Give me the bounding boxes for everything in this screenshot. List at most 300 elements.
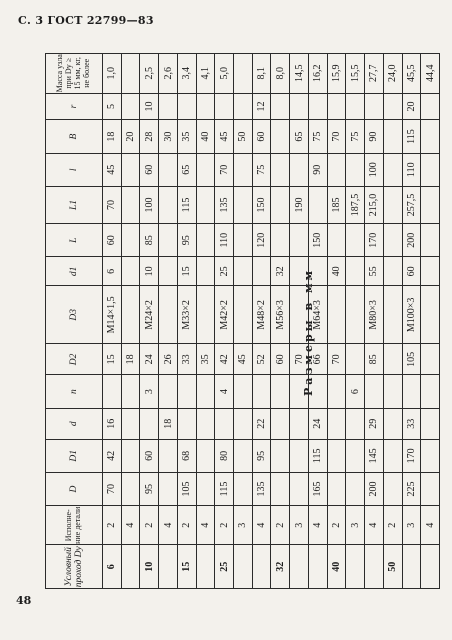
- cell-mass: [234, 54, 253, 94]
- cell-b: 18: [103, 120, 122, 153]
- cell-l: 75: [252, 153, 271, 186]
- cell-d3: [196, 286, 215, 344]
- cell-d: 225: [402, 472, 421, 505]
- cell-mass: 8,0: [271, 54, 290, 94]
- table-row: [383, 54, 402, 589]
- cell-d1: [271, 439, 290, 472]
- cell-b: 20: [121, 120, 140, 153]
- cell-dy: [159, 545, 178, 589]
- col-header-l1: L1: [46, 186, 103, 223]
- cell-l: [159, 153, 178, 186]
- cell-n: [196, 375, 215, 408]
- cell-n: [103, 375, 122, 408]
- table-row: [196, 54, 215, 589]
- cell-isp: 4: [159, 506, 178, 545]
- cell-l: [196, 224, 215, 257]
- cell-n: 3: [140, 375, 159, 408]
- col-header-isp: Исполне-ние детали: [46, 506, 103, 545]
- cell-dy: [421, 545, 440, 589]
- cell-isp: 2: [271, 506, 290, 545]
- cell-l: [346, 153, 365, 186]
- cell-b: 50: [234, 120, 253, 153]
- cell-r: [346, 93, 365, 120]
- cell-d: [421, 408, 440, 439]
- table-row: [271, 54, 290, 589]
- table-wrapper: [45, 53, 440, 589]
- cell-b: 30: [159, 120, 178, 153]
- cell-d: 22: [252, 408, 271, 439]
- cell-d1: 95: [252, 439, 271, 472]
- cell-l: [271, 224, 290, 257]
- cell-l: 65: [177, 153, 196, 186]
- dimensions-table: [45, 53, 440, 589]
- cell-b: 115: [402, 120, 421, 153]
- cell-mass: 4,1: [196, 54, 215, 94]
- cell-mass: 44,4: [421, 54, 440, 94]
- cell-d3: M33×2: [177, 286, 196, 344]
- cell-d: [383, 408, 402, 439]
- cell-mass: 14,5: [290, 54, 309, 94]
- cell-d: [290, 408, 309, 439]
- cell-d1: 170: [402, 439, 421, 472]
- cell-dy: [252, 545, 271, 589]
- cell-d1: [196, 439, 215, 472]
- cell-d1: 68: [177, 439, 196, 472]
- table-row: [234, 54, 253, 589]
- cell-l: [327, 153, 346, 186]
- cell-d1: [308, 257, 327, 286]
- cell-mass: 5,0: [215, 54, 234, 94]
- cell-d2: 70: [290, 344, 309, 375]
- cell-dy: 6: [103, 545, 122, 589]
- cell-d3: M48×2: [252, 286, 271, 344]
- cell-n: [271, 375, 290, 408]
- cell-dy: 32: [271, 545, 290, 589]
- cell-r: [308, 93, 327, 120]
- cell-dy: 15: [177, 545, 196, 589]
- cell-d1: [346, 439, 365, 472]
- cell-d2: 42: [215, 344, 234, 375]
- cell-r: 20: [402, 93, 421, 120]
- cell-d2: 35: [196, 344, 215, 375]
- cell-b: 35: [177, 120, 196, 153]
- cell-l: [346, 224, 365, 257]
- cell-l: 110: [215, 224, 234, 257]
- cell-b: 70: [327, 120, 346, 153]
- cell-d3: [327, 286, 346, 344]
- cell-l: 95: [177, 224, 196, 257]
- cell-l: 85: [140, 224, 159, 257]
- cell-n: 6: [346, 375, 365, 408]
- cell-d1: 32: [271, 257, 290, 286]
- cell-l: 45: [103, 153, 122, 186]
- cell-d3: [421, 286, 440, 344]
- col-header-d1: D1: [46, 439, 103, 472]
- cell-d: [327, 472, 346, 505]
- table-row: [215, 54, 234, 589]
- cell-isp: 2: [383, 506, 402, 545]
- cell-dy: [346, 545, 365, 589]
- cell-d: 135: [252, 472, 271, 505]
- cell-d2: [346, 344, 365, 375]
- cell-b: [421, 120, 440, 153]
- cell-isp: 4: [308, 506, 327, 545]
- cell-d: [421, 472, 440, 505]
- cell-d2: 18: [121, 344, 140, 375]
- cell-r: [196, 93, 215, 120]
- cell-l1: [308, 186, 327, 223]
- page-number: 48: [16, 594, 32, 607]
- table-row: [103, 54, 122, 589]
- cell-isp: 2: [103, 506, 122, 545]
- cell-dy: [308, 545, 327, 589]
- cell-mass: 27,7: [365, 54, 384, 94]
- cell-d1: [234, 257, 253, 286]
- cell-l1: 135: [215, 186, 234, 223]
- cell-d2: 85: [365, 344, 384, 375]
- cell-b: 40: [196, 120, 215, 153]
- cell-d1: 10: [140, 257, 159, 286]
- table-row: [177, 54, 196, 589]
- cell-dy: 50: [383, 545, 402, 589]
- cell-r: 12: [252, 93, 271, 120]
- cell-d2: 26: [159, 344, 178, 375]
- cell-dy: 40: [327, 545, 346, 589]
- cell-d1: [327, 439, 346, 472]
- cell-l: [121, 224, 140, 257]
- cell-l1: [234, 186, 253, 223]
- cell-n: [234, 375, 253, 408]
- cell-l1: [421, 186, 440, 223]
- table-row: [327, 54, 346, 589]
- cell-l: [234, 153, 253, 186]
- cell-d1: [290, 439, 309, 472]
- cell-d1: 60: [140, 439, 159, 472]
- table-caption: Размеры в мм: [302, 267, 315, 396]
- cell-l: 120: [252, 224, 271, 257]
- cell-dy: [196, 545, 215, 589]
- col-header-n: n: [46, 375, 103, 408]
- cell-isp: 2: [215, 506, 234, 545]
- cell-d2: 15: [103, 344, 122, 375]
- cell-d2: 70: [327, 344, 346, 375]
- cell-d1: 55: [365, 257, 384, 286]
- cell-d3: [121, 286, 140, 344]
- cell-d: 105: [177, 472, 196, 505]
- table-row: [365, 54, 384, 589]
- cell-d: [327, 408, 346, 439]
- cell-mass: [121, 54, 140, 94]
- cell-l1: [121, 186, 140, 223]
- cell-b: 45: [215, 120, 234, 153]
- table-row: [308, 54, 327, 589]
- cell-dy: [290, 545, 309, 589]
- cell-mass: 15,9: [327, 54, 346, 94]
- cell-r: [290, 93, 309, 120]
- cell-b: [383, 120, 402, 153]
- cell-mass: 24,0: [383, 54, 402, 94]
- cell-d: 200: [365, 472, 384, 505]
- cell-l1: [271, 186, 290, 223]
- cell-d: [140, 408, 159, 439]
- cell-d2: 33: [177, 344, 196, 375]
- cell-isp: 3: [346, 506, 365, 545]
- cell-l1: 150: [252, 186, 271, 223]
- cell-l1: 257,5: [402, 186, 421, 223]
- cell-l: 110: [402, 153, 421, 186]
- cell-l: [290, 153, 309, 186]
- cell-b: 28: [140, 120, 159, 153]
- cell-b: 75: [308, 120, 327, 153]
- cell-d: [290, 472, 309, 505]
- cell-l1: 70: [103, 186, 122, 223]
- cell-d1: 145: [365, 439, 384, 472]
- cell-d3: M64×3: [308, 286, 327, 344]
- cell-d1: 6: [103, 257, 122, 286]
- cell-isp: 2: [327, 506, 346, 545]
- table-row: [402, 54, 421, 589]
- cell-mass: 45,5: [402, 54, 421, 94]
- cell-n: [252, 375, 271, 408]
- cell-d1: [121, 257, 140, 286]
- cell-isp: 4: [421, 506, 440, 545]
- cell-d1: 115: [308, 439, 327, 472]
- cell-d1: [159, 439, 178, 472]
- cell-d1: [121, 439, 140, 472]
- cell-r: 10: [140, 93, 159, 120]
- cell-n: [308, 375, 327, 408]
- cell-d: [196, 472, 215, 505]
- cell-d1: [290, 257, 309, 286]
- cell-d3: [234, 286, 253, 344]
- cell-b: 65: [290, 120, 309, 153]
- cell-d: 29: [365, 408, 384, 439]
- cell-d3: M42×2: [215, 286, 234, 344]
- cell-n: [177, 375, 196, 408]
- cell-d: [234, 408, 253, 439]
- cell-n: [383, 375, 402, 408]
- cell-mass: 1,0: [103, 54, 122, 94]
- table-row: [346, 54, 365, 589]
- cell-d1: 60: [402, 257, 421, 286]
- cell-r: [215, 93, 234, 120]
- cell-d: [159, 472, 178, 505]
- cell-r: [177, 93, 196, 120]
- cell-mass: 2,6: [159, 54, 178, 94]
- cell-d3: [159, 286, 178, 344]
- cell-mass: 2,5: [140, 54, 159, 94]
- cell-d: [234, 472, 253, 505]
- cell-d3: [290, 286, 309, 344]
- cell-l1: [383, 186, 402, 223]
- cell-r: [121, 93, 140, 120]
- col-header-mass: Масса узла при Dy ≥ 15 мм, кг, не более: [46, 54, 103, 94]
- col-header-d2: D2: [46, 344, 103, 375]
- cell-d3: M24×2: [140, 286, 159, 344]
- cell-n: [159, 375, 178, 408]
- cell-mass: 8,1: [252, 54, 271, 94]
- cell-d3: M14×1,5: [103, 286, 122, 344]
- cell-l1: 185: [327, 186, 346, 223]
- cell-n: [327, 375, 346, 408]
- header-row: [46, 54, 103, 589]
- cell-l: 70: [215, 153, 234, 186]
- table-body: [103, 54, 440, 589]
- col-header-d3: D3: [46, 286, 103, 344]
- cell-d3: M100×3: [402, 286, 421, 344]
- cell-l: [159, 224, 178, 257]
- cell-d1: 80: [215, 439, 234, 472]
- cell-l: [421, 153, 440, 186]
- cell-d1: [196, 257, 215, 286]
- cell-isp: 4: [365, 506, 384, 545]
- col-header-r: r: [46, 93, 103, 120]
- cell-d2: 66: [308, 344, 327, 375]
- cell-mass: 16,2: [308, 54, 327, 94]
- cell-d: [271, 408, 290, 439]
- col-header-d-outer: D: [46, 472, 103, 505]
- cell-l: 200: [402, 224, 421, 257]
- cell-l: [121, 153, 140, 186]
- cell-isp: 3: [402, 506, 421, 545]
- cell-d1: [346, 257, 365, 286]
- cell-isp: 3: [234, 506, 253, 545]
- cell-isp: 2: [177, 506, 196, 545]
- cell-d: 165: [308, 472, 327, 505]
- cell-d: [383, 472, 402, 505]
- cell-d: [196, 408, 215, 439]
- cell-d: [121, 408, 140, 439]
- cell-l1: 215,0: [365, 186, 384, 223]
- cell-l: 60: [103, 224, 122, 257]
- cell-dy: 10: [140, 545, 159, 589]
- cell-r: [421, 93, 440, 120]
- cell-l: [196, 153, 215, 186]
- cell-d: [346, 472, 365, 505]
- cell-isp: 4: [196, 506, 215, 545]
- cell-l: 170: [365, 224, 384, 257]
- cell-r: [271, 93, 290, 120]
- cell-d1: 15: [177, 257, 196, 286]
- cell-r: [365, 93, 384, 120]
- cell-mass: 3,4: [177, 54, 196, 94]
- table-row: [252, 54, 271, 589]
- cell-d: 16: [103, 408, 122, 439]
- cell-isp: 2: [140, 506, 159, 545]
- cell-l1: 100: [140, 186, 159, 223]
- cell-d1: [252, 257, 271, 286]
- cell-d2: 105: [402, 344, 421, 375]
- cell-l: [383, 224, 402, 257]
- table-row: [290, 54, 309, 589]
- cell-d3: [383, 286, 402, 344]
- cell-d3: M80×3: [365, 286, 384, 344]
- cell-dy: [402, 545, 421, 589]
- col-header-b: B: [46, 120, 103, 153]
- cell-d2: 45: [234, 344, 253, 375]
- cell-d: 24: [308, 408, 327, 439]
- col-header-l-small: l: [46, 153, 103, 186]
- cell-r: [159, 93, 178, 120]
- cell-l1: 115: [177, 186, 196, 223]
- cell-d1: [421, 439, 440, 472]
- col-header-d1-small: d1: [46, 257, 103, 286]
- cell-d1: 40: [327, 257, 346, 286]
- cell-d1: 25: [215, 257, 234, 286]
- cell-l1: 187,5: [346, 186, 365, 223]
- col-header-dy: Условный проход Dy: [46, 545, 103, 589]
- cell-isp: 4: [121, 506, 140, 545]
- cell-d1: [421, 257, 440, 286]
- cell-d2: [421, 344, 440, 375]
- table-row: [140, 54, 159, 589]
- cell-b: 90: [365, 120, 384, 153]
- cell-r: [234, 93, 253, 120]
- cell-b: 60: [252, 120, 271, 153]
- cell-d2: 52: [252, 344, 271, 375]
- cell-d1: [159, 257, 178, 286]
- cell-l1: [159, 186, 178, 223]
- rotated-table-container: [45, 53, 440, 589]
- cell-l1: [196, 186, 215, 223]
- cell-d1: [234, 439, 253, 472]
- cell-b: 75: [346, 120, 365, 153]
- col-header-l: L: [46, 224, 103, 257]
- cell-l: [421, 224, 440, 257]
- cell-d: [177, 408, 196, 439]
- cell-mass: 15,5: [346, 54, 365, 94]
- cell-l: 100: [365, 153, 384, 186]
- cell-l: [271, 153, 290, 186]
- cell-d1: 42: [103, 439, 122, 472]
- cell-isp: 3: [290, 506, 309, 545]
- cell-n: [121, 375, 140, 408]
- cell-d: [346, 408, 365, 439]
- cell-d: 95: [140, 472, 159, 505]
- cell-l: 150: [308, 224, 327, 257]
- cell-dy: 25: [215, 545, 234, 589]
- cell-d: 115: [215, 472, 234, 505]
- cell-l: 60: [140, 153, 159, 186]
- cell-d3: [346, 286, 365, 344]
- cell-r: [327, 93, 346, 120]
- cell-l: [234, 224, 253, 257]
- page-header: С. 3 ГОСТ 22799—83: [18, 14, 154, 27]
- cell-d: [215, 408, 234, 439]
- cell-isp: 4: [252, 506, 271, 545]
- cell-d: 18: [159, 408, 178, 439]
- cell-d1: [383, 439, 402, 472]
- col-header-d-small: d: [46, 408, 103, 439]
- cell-d: [271, 472, 290, 505]
- cell-d: 33: [402, 408, 421, 439]
- cell-n: [421, 375, 440, 408]
- table-row: [159, 54, 178, 589]
- cell-dy: [365, 545, 384, 589]
- cell-d2: 24: [140, 344, 159, 375]
- cell-d1: [383, 257, 402, 286]
- cell-b: [271, 120, 290, 153]
- cell-d2: 60: [271, 344, 290, 375]
- cell-d2: [383, 344, 402, 375]
- cell-d3: M56×3: [271, 286, 290, 344]
- cell-r: [383, 93, 402, 120]
- cell-dy: [121, 545, 140, 589]
- cell-l: [327, 224, 346, 257]
- cell-l: [383, 153, 402, 186]
- cell-l: [290, 224, 309, 257]
- cell-n: 4: [215, 375, 234, 408]
